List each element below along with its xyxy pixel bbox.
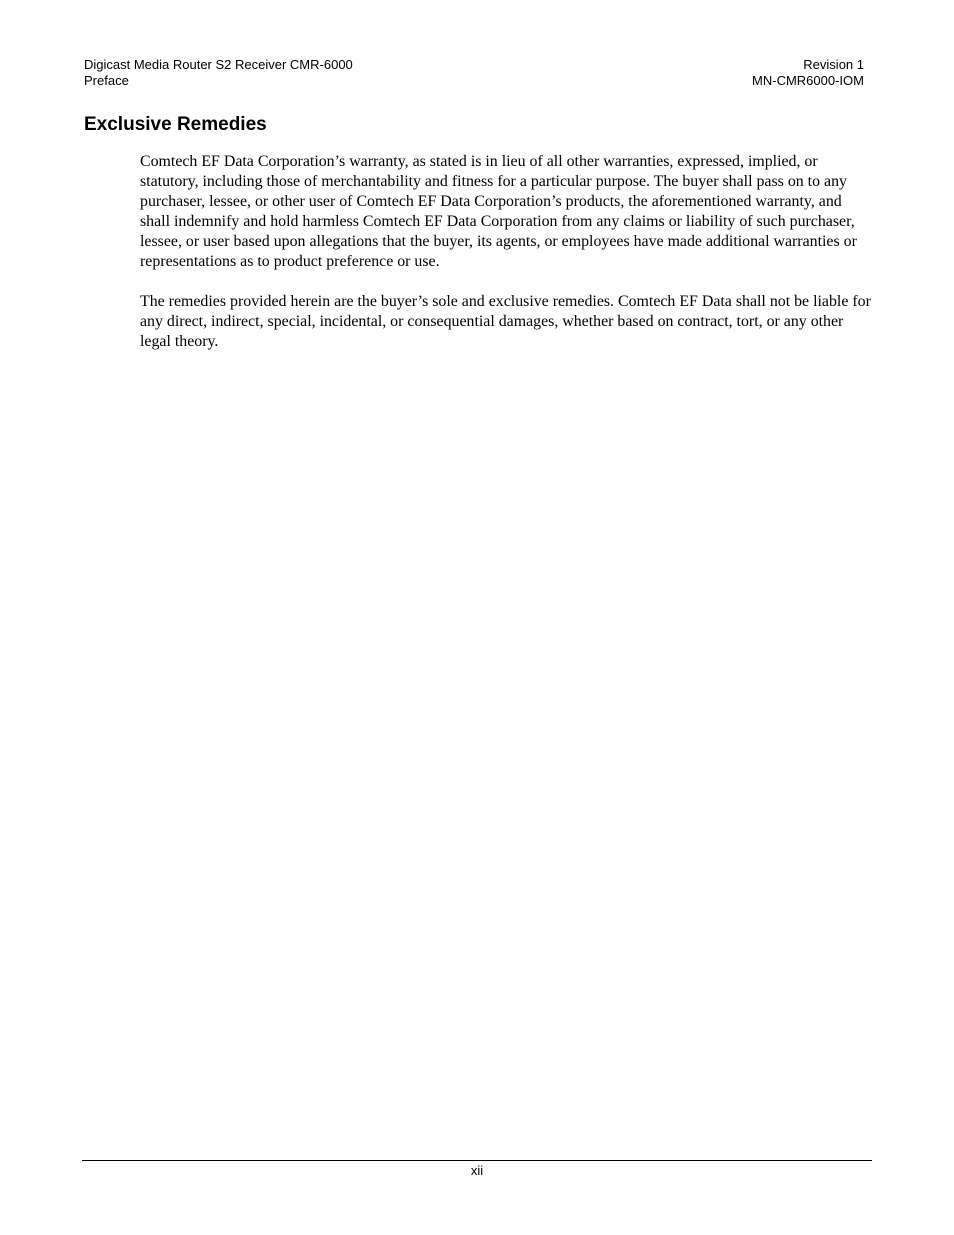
paragraph-warranty: Comtech EF Data Corporation’s warranty, as stated is in lieu of all other warranties, expressed, implied, or statutory, including those of merchantability and fitness for a particular purpose. The buyer shall pass on to any purchaser, lessee, or other user of Comtech EF Data Corporation’s products, the aforementioned warranty, and shall indemnify and hold harmless Comtech EF Data Corporation from any claims or liability of such purchaser, lessee, or user based upon allegations that the buyer, its agents, or employees have made additional warranties or representations as to product preference or use. bbox=[140, 153, 857, 270]
footer-divider bbox=[82, 1160, 872, 1161]
page-header bbox=[84, 57, 864, 88]
header-row-bottom bbox=[84, 73, 864, 89]
section-label: Preface bbox=[84, 72, 129, 88]
paragraph-remedies: The remedies provided herein are the buyer’s sole and exclusive remedies. Comtech EF Data shall not be liable for any direct, indirect, special, incidental, or consequential damages, whether based on contract, tort, or any other legal theory. bbox=[140, 293, 871, 350]
section-body bbox=[140, 152, 875, 372]
header-row-top bbox=[84, 57, 864, 73]
page-number: xii bbox=[470, 1163, 484, 1178]
document-number: MN-CMR6000-IOM bbox=[752, 72, 864, 88]
section-heading: Exclusive Remedies bbox=[84, 114, 267, 135]
product-title: Digicast Media Router S2 Receiver CMR-6000 bbox=[84, 57, 353, 72]
revision-label: Revision 1 bbox=[803, 57, 864, 72]
